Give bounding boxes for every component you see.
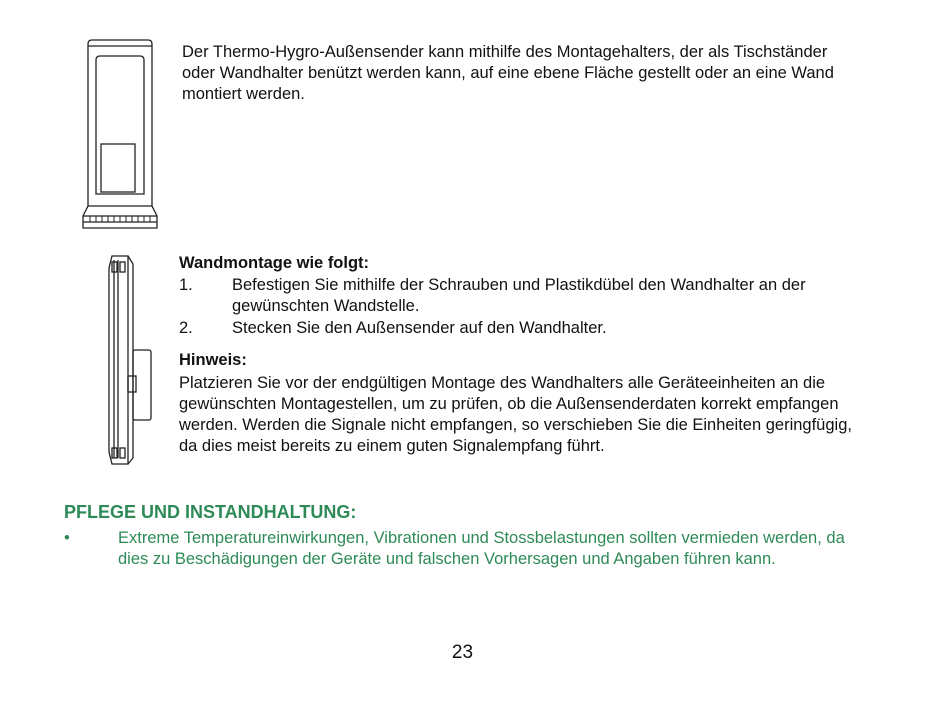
step-text: Stecken Sie den Außensender auf den Wandhalter. (232, 319, 607, 337)
sender-side-illustration (100, 252, 158, 472)
note-title: Hinweis: (179, 351, 247, 369)
list-item (179, 318, 869, 339)
intro-paragraph: Der Thermo-Hygro-Außensender kann mithilfe des Montagehalters, der als Tischständer oder Wandhalter benützt werden kann, auf eine ebene Fläche gestellt oder an eine Wand montiert werden. (182, 43, 834, 103)
wall-mount-heading: Wandmontage wie folgt: (179, 254, 370, 272)
step-number: 1. (179, 276, 193, 294)
page-number: 23 (451, 642, 474, 663)
sender-front-illustration (80, 38, 160, 232)
list-item (64, 528, 884, 591)
note-text: Platzieren Sie vor der endgültigen Montage des Wandhalters alle Geräteeinheiten an die gewünschten Montagestellen, um zu prüfen, ob die Außensenderdaten korrekt empfangen werden. Werden die Signale nicht empfangen, so verschieben Sie die Einheiten geringfügig, da dies meist bereits zu einem guten Signalempfang führt. (179, 374, 852, 455)
list-item (179, 275, 869, 317)
bullet: • (64, 529, 70, 547)
step-text: Befestigen Sie mithilfe der Schrauben und Plastikdübel den Wandhalter an der gewünschten Wandstelle. (232, 276, 806, 315)
care-heading: PFLEGE UND INSTANDHALTUNG: (64, 502, 357, 522)
care-item-text: Extreme Temperatureinwirkungen, Vibrationen und Stossbelastungen sollten vermieden werden, da dies zu Beschädigungen der Geräte und falschen Vorhersagen und Angaben führen kann. (118, 529, 845, 568)
step-number: 2. (179, 319, 193, 337)
